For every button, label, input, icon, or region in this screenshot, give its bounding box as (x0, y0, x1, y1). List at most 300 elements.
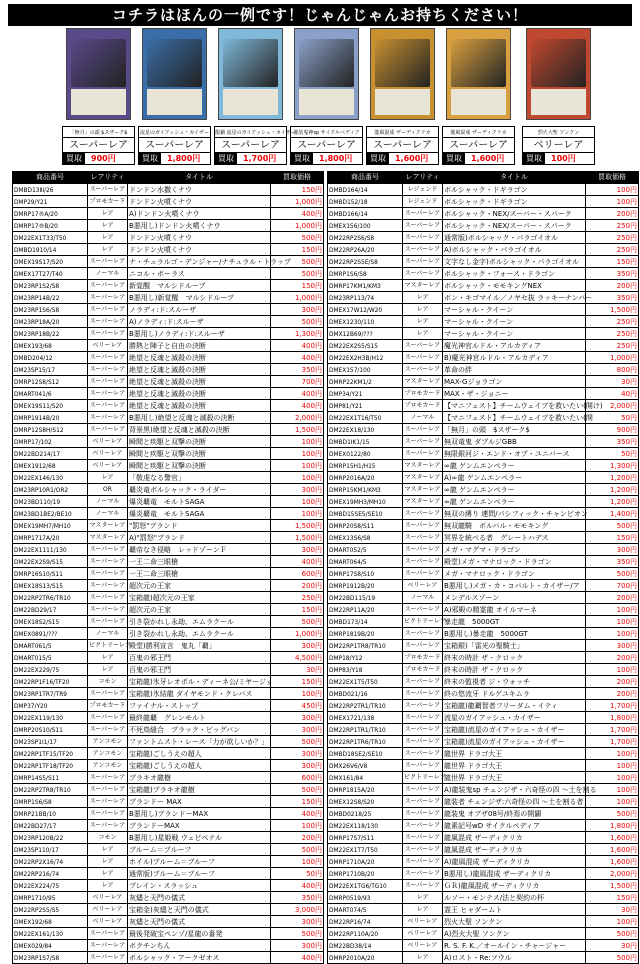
card-title: 瞬間と疾駆と双撃の決断 (128, 448, 271, 460)
card-title: マーシャル・クイーン (443, 304, 586, 316)
buy-price: 1,700円 (586, 700, 639, 712)
buy-price: 100円 (586, 664, 639, 676)
rarity: スーパーレア (88, 784, 128, 796)
product-code: DMEX17T27/T40 (13, 268, 88, 280)
buy-price: 350円 (586, 292, 639, 304)
table-row (13, 544, 324, 556)
rarity: コモン (88, 676, 128, 688)
card-title: 瞬間と疾駆と双撃の決断 (128, 436, 271, 448)
rarity: ノーマル (88, 496, 128, 508)
product-code: DMEX029/84 (13, 940, 88, 952)
rarity: マスターレア (403, 460, 443, 472)
product-code: DMRP14S5/S11 (13, 772, 88, 784)
buy-price: 500円 (271, 256, 324, 268)
product-code: DM22RP1TF15/TF20 (13, 748, 88, 760)
product-code: DMRP1912B/20 (328, 580, 403, 592)
product-code: DMP83/Y18 (328, 664, 403, 676)
buy-price: 500円 (271, 268, 324, 280)
rarity: スーパーレア (88, 616, 128, 628)
card-title: 通常版)ブルーム＝プルーフ (128, 868, 271, 880)
card-title: "罰怒"ブランド (128, 520, 271, 532)
table-row (13, 244, 324, 256)
card-title: ボルシャック・モモキングNEX (443, 280, 586, 292)
buy-price: 150円 (586, 892, 639, 904)
featured-card (522, 28, 595, 168)
product-code: DM22EX229/75 (13, 664, 88, 676)
rarity: レア (88, 208, 128, 220)
card-title: 不死鳥縫合 ブラック・ビッグバン (128, 724, 271, 736)
buy-price: 100円 (271, 688, 324, 700)
buy-price: 400円 (271, 400, 324, 412)
table-row (328, 604, 639, 616)
header-price: 買取価格 (271, 172, 324, 184)
table-row (328, 556, 639, 568)
card-title: 終末の時計 ザ・クロック (443, 652, 586, 664)
promo-banner: コチラはほんの一例です！じゃんじゃんお持ちください！ (8, 4, 632, 26)
table-row (328, 808, 639, 820)
product-code: DMP34/Y21 (328, 388, 403, 400)
product-code: DM23BD1BE2/BE10 (13, 508, 88, 520)
featured-card-name: 「無月」の頭 $スザーク$ (62, 126, 135, 138)
card-title: R. S. F. K.／オールイン・チャージャー (443, 940, 586, 952)
product-code: DM22BD27/17 (13, 820, 88, 832)
product-code: DM23SP15/17 (13, 364, 88, 376)
card-title: 殿堂)メガ・マナロック・ドラゴン (443, 556, 586, 568)
product-code: DMP81/Y21 (328, 400, 403, 412)
table-row (328, 772, 639, 784)
buy-price: 1,300円 (271, 328, 324, 340)
product-code: DMART064/5 (328, 556, 403, 568)
rarity: アンコモン (88, 736, 128, 748)
product-code: DM22RP2TR1/TR10 (328, 700, 403, 712)
product-code: DM23RP14B/22 (13, 292, 88, 304)
buy-price: 200円 (586, 688, 639, 700)
product-code: DM23RP10R1/OR2 (13, 484, 88, 496)
card-title: 「無月」の頭 $スザーク$ (443, 424, 586, 436)
product-code: DM22RP2X16/74 (13, 856, 88, 868)
buy-price: 200円 (586, 652, 639, 664)
featured-card-rarity: ベリーレア (522, 138, 595, 153)
buy-price: 30円 (586, 940, 639, 952)
rarity: レジェンド (403, 196, 443, 208)
product-code: DM22EX119/130 (13, 712, 88, 724)
rarity: プロモカード (403, 388, 443, 400)
featured-card-rarity: スーパーレア (290, 138, 363, 153)
rarity: スーパーレア (88, 316, 128, 328)
featured-card-price (62, 153, 135, 165)
card-title: 絶望と反魂と滅殺の決断 (128, 400, 271, 412)
table-row (328, 376, 639, 388)
featured-card-price (138, 153, 211, 165)
card-art (299, 39, 354, 87)
buy-price: 100円 (586, 772, 639, 784)
card-title: ブランドーMAX (128, 820, 271, 832)
card-title: 暴走龍 5000GT (443, 616, 586, 628)
card-title: ∞龍 ゲンムエンペラー (443, 484, 586, 496)
featured-card (138, 28, 211, 168)
table-row (13, 952, 324, 964)
card-title: 宝箱銀)「雷光の聖騎士」 (443, 640, 586, 652)
product-code: DMP37/Y20 (13, 700, 88, 712)
rarity: ベリーレア (403, 940, 443, 952)
rarity: ノーマル (88, 268, 128, 280)
card-title: 龍世界 ドラゴ大王 (443, 772, 586, 784)
table-row (328, 280, 639, 292)
rarity: ベリーレア (88, 892, 128, 904)
rarity: スーパーレア (403, 448, 443, 460)
product-code: DM22RP2TR6/TR10 (13, 592, 88, 604)
table-row (13, 616, 324, 628)
table-row (328, 496, 639, 508)
table-row (328, 400, 639, 412)
card-title: マーシャル・クイーン (443, 316, 586, 328)
table-row (328, 532, 639, 544)
table-row (13, 292, 324, 304)
card-title: 終末の監視者 ジ・ウォッチ (443, 676, 586, 688)
card-title: ボルシャック・ドギラゴン (443, 196, 586, 208)
buy-price: 400円 (271, 952, 324, 964)
card-title: 「敬虔なる警官」 (128, 472, 271, 484)
card-title: A)ドンドン火噴くナウ (128, 208, 271, 220)
rarity: ベリーレア (403, 916, 443, 928)
featured-card-rarity: スーパーレア (138, 138, 211, 153)
table-row (328, 568, 639, 580)
rarity: OR (88, 484, 128, 496)
price-label: 買取 (63, 153, 85, 164)
table-row (328, 952, 639, 964)
product-code: DMEX1721/138 (328, 712, 403, 724)
table-row (13, 280, 324, 292)
product-code: DM22EX161/130 (13, 928, 88, 940)
table-row (328, 184, 639, 196)
buy-price: 300円 (271, 748, 324, 760)
table-row (13, 868, 324, 880)
product-code: DM22RP1F16/TF20 (13, 676, 88, 688)
product-code: DM22EX2S5/S15 (328, 340, 403, 352)
buy-price: 40円 (586, 388, 639, 400)
buy-price: 1,700円 (586, 724, 639, 736)
card-title: 背景黒)絶望と反魂と滅殺の決断 (128, 424, 271, 436)
card-title: A)∞龍 ゲンムエンペラー (443, 472, 586, 484)
card-title: B悪用し)ブランドーMAX (128, 808, 271, 820)
rarity: スーパーレア (403, 748, 443, 760)
rarity: スーパーレア (403, 676, 443, 688)
card-title: 超次元の王家 (128, 604, 271, 616)
card-title: 絶望と反魂と滅殺の決断 (128, 364, 271, 376)
buy-price: 1,800円 (586, 712, 639, 724)
buy-price: 400円 (271, 340, 324, 352)
card-text-box (375, 89, 430, 115)
product-code: DM22EX118/130 (328, 820, 403, 832)
rarity: スーパーレア (403, 352, 443, 364)
product-code: DMRP1710B/20 (328, 868, 403, 880)
featured-card (442, 28, 515, 168)
buy-price: 500円 (586, 568, 639, 580)
rarity: スーパーレア (88, 292, 128, 304)
card-image (218, 28, 283, 120)
product-code: DM22RP1TR8/TR10 (328, 640, 403, 652)
product-code: DMRP17KM1/KM3 (328, 280, 403, 292)
table-row (328, 580, 639, 592)
table-row (328, 664, 639, 676)
product-code: DMRP0519/93 (328, 892, 403, 904)
featured-card (214, 28, 296, 168)
rarity: スーパーレア (403, 724, 443, 736)
card-title: MAX-Gジョラゴン (443, 376, 586, 388)
card-title: 一王二命三眼槍 (128, 556, 271, 568)
table-row (13, 232, 324, 244)
product-code: DMEX18S13/S15 (13, 580, 88, 592)
card-art (71, 39, 126, 87)
rarity: ビクトリーレア (88, 640, 128, 652)
card-title: ボルシャック・アークゼオス (128, 952, 271, 964)
table-row (328, 436, 639, 448)
table-row (328, 640, 639, 652)
product-code: DMEX156/100 (328, 220, 403, 232)
card-title: B悪用し)暴走龍 5000GT (443, 628, 586, 640)
card-title: 百鬼の邪王門 (128, 652, 271, 664)
product-code: DM23RP1S7/S8 (13, 952, 88, 964)
product-code: DMRP17S7/S11 (328, 832, 403, 844)
card-title: ∞龍 ゲンムエンペラー (443, 460, 586, 472)
card-title: B悪用し)龍風混成 ザーディクリカ (443, 868, 586, 880)
table-row (13, 664, 324, 676)
header-title: タイトル (128, 172, 271, 184)
card-text-box (451, 89, 506, 115)
rarity: スーパーレア (88, 568, 128, 580)
product-code: DMBD204/12 (13, 352, 88, 364)
buy-price: 350円 (271, 364, 324, 376)
buy-price: 100円 (586, 616, 639, 628)
buy-price: 150円 (271, 676, 324, 688)
card-title: A)ボルシャック・パラゴイオル (443, 244, 586, 256)
buy-price: 100円 (271, 496, 324, 508)
buy-price: 30円 (586, 904, 639, 916)
featured-card-price (522, 153, 595, 165)
table-row (13, 640, 324, 652)
table-row (13, 748, 324, 760)
buy-price: 1,300円 (586, 460, 639, 472)
card-title: メガ・マグマ・ドラゴン (443, 544, 586, 556)
buy-price: 300円 (586, 640, 639, 652)
product-code: DM22EX1TG6/TG10 (328, 880, 403, 892)
price-label: 買取 (139, 153, 161, 164)
product-code: DM22RP2S5/S5 (13, 904, 88, 916)
table-row (328, 508, 639, 520)
product-code: DM22RP216/74 (13, 868, 88, 880)
rarity: スーパーレア (88, 400, 128, 412)
buy-price: 200円 (586, 592, 639, 604)
rarity: スーパーレア (403, 712, 443, 724)
price-label: 買取 (443, 153, 465, 164)
card-title: 流星のガイアッシュ・カイザー (443, 712, 586, 724)
table-row (328, 676, 639, 688)
card-title: A)龍装鬼sp チェンジザ・六奇怪の四 ～土を割る (444, 785, 597, 794)
buy-price: 200円 (271, 832, 324, 844)
table-row (328, 364, 639, 376)
table-row (13, 532, 324, 544)
buy-price: 400円 (271, 352, 324, 364)
card-title: B悪用し)メガ・カ・コバルト・カイザー/ア (443, 580, 586, 592)
card-text-box (299, 89, 354, 115)
product-code: DM22EX1T5/T50 (328, 676, 403, 688)
product-code: DM22BD214/17 (13, 448, 88, 460)
table-row (13, 268, 324, 280)
product-code: DMP29/Y21 (13, 196, 88, 208)
buy-price: 1,400円 (586, 508, 639, 520)
buy-price: 100円 (271, 460, 324, 472)
rarity: スーパーレア (403, 244, 443, 256)
table-row (13, 448, 324, 460)
product-code: DMRP20S10/S11 (13, 724, 88, 736)
buy-price: 100円 (586, 796, 639, 808)
card-text-box (71, 89, 126, 115)
card-title: 宝箱龍)ごしうえの超人 (128, 760, 271, 772)
card-title: 革命の絆 (443, 364, 586, 376)
rarity: スーパーレア (403, 544, 443, 556)
buy-price: 150円 (271, 604, 324, 616)
product-code: DMEX157/100 (328, 364, 403, 376)
card-title: 宝箱金)灰燼と天門の儀式 (128, 904, 271, 916)
product-code: DM22EX1111/130 (13, 544, 88, 556)
card-title: ボルシャック・フォース・ドラゴン (443, 268, 586, 280)
card-title: 【マニフェスト】チームウェイブを救いたい(開け) (444, 401, 603, 410)
card-title: 魔光神官ルドル・アルカディア (443, 340, 586, 352)
table-row (13, 340, 324, 352)
card-title: MAX・ザ・ジョニー (443, 388, 586, 400)
table-row (13, 928, 324, 940)
table-row (328, 304, 639, 316)
card-title: マーシャル・クイーン (443, 328, 586, 340)
card-title: 宝箱龍)流星のガイアッシュ・カイザー (443, 736, 586, 748)
card-title: メガ・マナロック・ドラゴン (443, 568, 586, 580)
table-row (13, 400, 324, 412)
rarity: プロモカード (88, 196, 128, 208)
rarity: マスターレア (403, 376, 443, 388)
product-code: DMEX0891/??? (13, 628, 88, 640)
table-row (13, 760, 324, 772)
table-row (13, 436, 324, 448)
rarity: スーパーレア (88, 424, 128, 436)
card-title: A)ロスト・Re:ソウル (443, 952, 586, 964)
table-row (328, 196, 639, 208)
product-code: DMRP2010A/20 (328, 952, 403, 964)
card-title: 覇帝なき侵略 レッドゾーンＦ (128, 544, 271, 556)
buy-price: 50円 (586, 412, 639, 424)
table-row (328, 328, 639, 340)
buy-price: 1,500円 (271, 424, 324, 436)
card-title: B悪用し)ドンドン火噴くナウ (128, 220, 271, 232)
buy-price: 2,000円 (586, 400, 639, 412)
rarity: スーパーレア (88, 256, 128, 268)
rarity: スーパーレア (403, 628, 443, 640)
table-row (328, 856, 639, 868)
rarity: スーパーレア (403, 568, 443, 580)
product-code: DM22BD115/19 (328, 592, 403, 604)
product-code: DM22EX2S9/S15 (13, 556, 88, 568)
product-code: DMBD152/18 (328, 196, 403, 208)
card-title: 百鬼の邪王門 (128, 664, 271, 676)
buy-price: 300円 (271, 712, 324, 724)
table-row (13, 304, 324, 316)
rarity: レア (403, 904, 443, 916)
buy-price: 500円 (586, 952, 639, 964)
buy-price: 1,600円 (586, 832, 639, 844)
rarity: スーパーレア (403, 208, 443, 220)
buy-price: 1,500円 (586, 304, 639, 316)
featured-card (366, 28, 439, 168)
rarity: マスターレア (88, 532, 128, 544)
product-code: DMART074/5 (328, 904, 403, 916)
table-row (328, 220, 639, 232)
table-row (13, 364, 324, 376)
header-title: タイトル (443, 172, 586, 184)
table-row (13, 592, 324, 604)
rarity: レア (403, 316, 443, 328)
table-row (328, 424, 639, 436)
table-row (13, 916, 324, 928)
product-code: DM22RP1TR6/TR10 (328, 736, 403, 748)
rarity: コモン (88, 832, 128, 844)
card-title: ブレイン・スラッシュ (128, 880, 271, 892)
card-title: 一王二命三眼槍 (128, 568, 271, 580)
rarity: ベリーレア (88, 340, 128, 352)
table-row (328, 448, 639, 460)
table-row (13, 184, 324, 196)
card-title: 瞬間と疾駆と双撃の決断 (128, 460, 271, 472)
product-code: DMEX193/68 (13, 340, 88, 352)
card-title: ボクチンちん (128, 940, 271, 952)
rarity: スーパーレア (403, 700, 443, 712)
product-code: DM22RP110A/20 (328, 928, 403, 940)
table-row (13, 832, 324, 844)
product-code: DM22RP2TR8/TR10 (13, 784, 88, 796)
featured-card-name: 龍装鬼神sp サイクルペディア (290, 126, 363, 138)
table-row (328, 292, 639, 304)
table-row (13, 904, 324, 916)
product-code: DMBD1910/14 (13, 244, 88, 256)
rarity: レア (88, 868, 128, 880)
card-title: ファントムスト・レース「力が欲しいか？」 (129, 737, 269, 746)
product-code: DMRP21BB/10 (13, 808, 88, 820)
rarity: プロモカード (88, 700, 128, 712)
card-title: ドンドン火噴くナウ (128, 196, 271, 208)
rarity: スーパーレア (88, 556, 128, 568)
buy-price: 100円 (586, 784, 639, 796)
card-title: 龍世界 ドラゴ大王 (443, 748, 586, 760)
card-title: 龍素記号wD サイクルペディア (443, 820, 586, 832)
rarity: スーパーレア (88, 280, 128, 292)
product-code: DMRP16S10/S11 (13, 568, 88, 580)
table-row (13, 892, 324, 904)
rarity: スーパーレア (403, 880, 443, 892)
card-title: 引き裂かれし永劫、エムラクール (128, 628, 271, 640)
card-art (147, 39, 202, 87)
card-title: ニコル・ボーラス (128, 268, 271, 280)
product-code: DMEX13S6/S8 (328, 532, 403, 544)
card-title: 宝箱龍)ごしうえの超人 (128, 748, 271, 760)
price-label: 買取 (523, 153, 545, 164)
rarity: スーパーレア (403, 844, 443, 856)
card-title: ルソー・モンテス/法と契約の杯 (443, 892, 586, 904)
product-code: DM23RP120B/22 (13, 832, 88, 844)
rarity: スーパーレア (88, 820, 128, 832)
rarity: ノーマル (403, 412, 443, 424)
table-row (328, 940, 639, 952)
buy-price: 900円 (586, 424, 639, 436)
table-row (328, 628, 639, 640)
table-row (328, 868, 639, 880)
